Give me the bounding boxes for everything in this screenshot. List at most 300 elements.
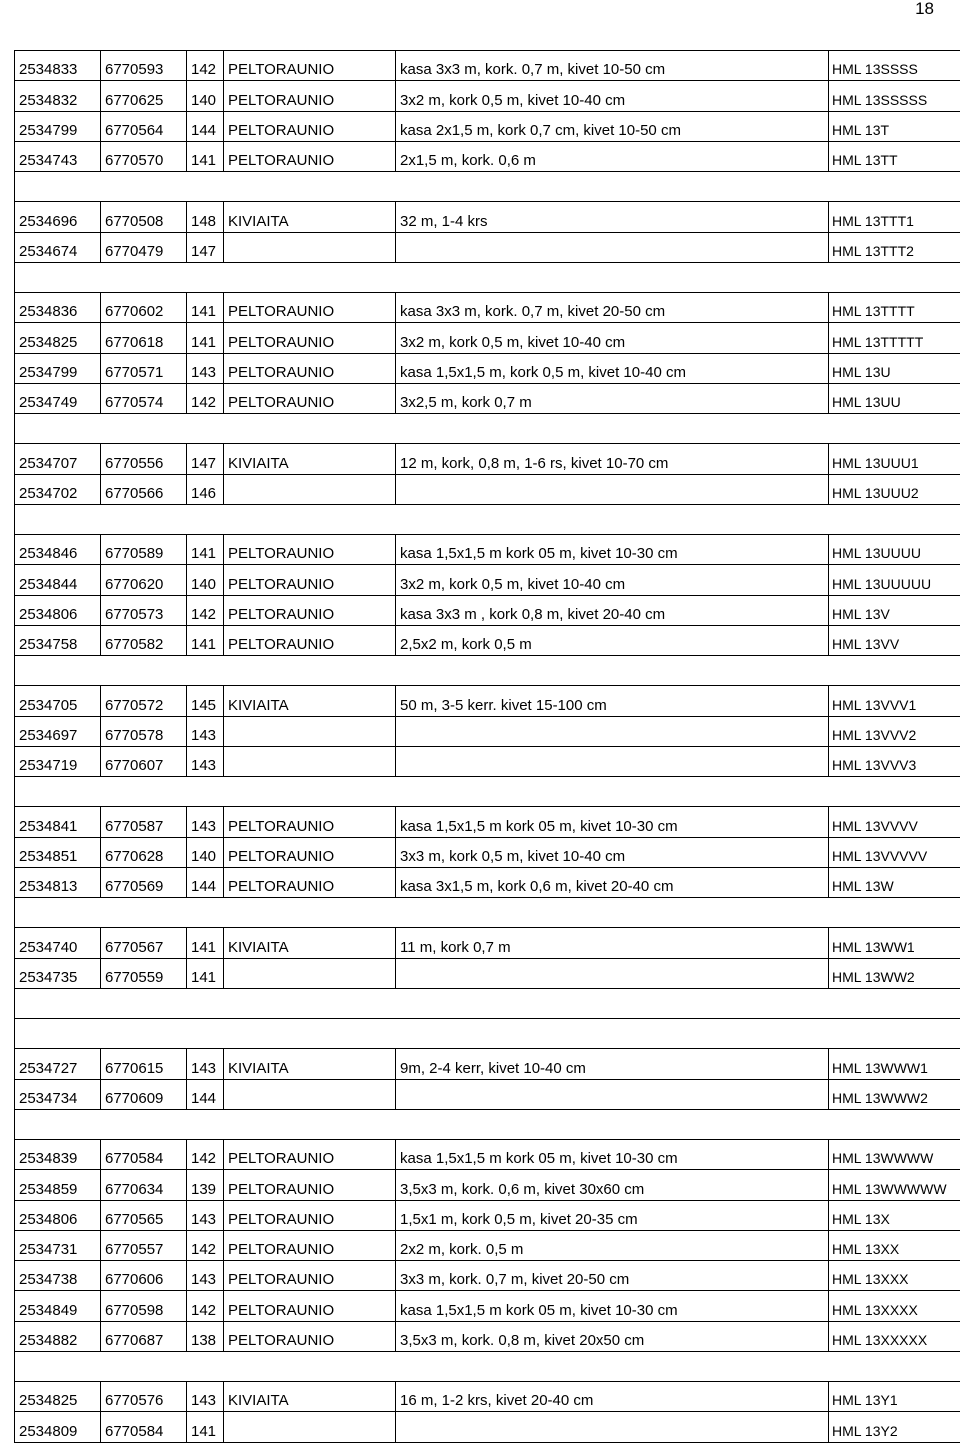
type-cell: [224, 414, 396, 444]
id-text: 2534705: [19, 697, 77, 716]
north-coord-text: 6770589: [105, 545, 163, 564]
elevation-cell: [187, 958, 224, 988]
id-cell: [15, 1049, 101, 1079]
description-cell: [396, 595, 829, 625]
type-text: KIVIAITA: [228, 1392, 289, 1411]
elevation-cell: [187, 1140, 224, 1170]
description-text: 1,5x1 m, kork 0,5 m, kivet 20-35 cm: [400, 1211, 638, 1230]
code-text: HML 13T: [832, 122, 889, 141]
code-cell: [829, 686, 960, 716]
code-cell: [829, 504, 960, 534]
elevation-cell: [187, 262, 224, 292]
north-coord-cell: [101, 232, 187, 262]
id-text: 2534734: [19, 1090, 77, 1109]
id-cell: [15, 172, 101, 202]
description-cell: [396, 958, 829, 988]
elevation-text: 142: [191, 1150, 216, 1169]
north-coord-cell: [101, 837, 187, 867]
id-cell: [15, 716, 101, 746]
spacer-row: [15, 262, 960, 292]
id-text: 2534859: [19, 1181, 77, 1200]
elevation-text: 143: [191, 757, 216, 776]
id-cell: [15, 1291, 101, 1321]
description-text: 3x2 m, kork 0,5 m, kivet 10-40 cm: [400, 334, 625, 353]
id-text: 2534735: [19, 969, 77, 988]
type-cell: [224, 535, 396, 565]
north-coord-cell: [101, 111, 187, 141]
description-cell: [396, 1170, 829, 1200]
elevation-cell: [187, 565, 224, 595]
type-cell: [224, 777, 396, 807]
elevation-cell: [187, 716, 224, 746]
id-cell: [15, 1019, 101, 1049]
description-text: 12 m, kork, 0,8 m, 1-6 rs, kivet 10-70 cm: [400, 455, 668, 474]
type-cell: [224, 504, 396, 534]
type-cell: [224, 1170, 396, 1200]
description-cell: [396, 898, 829, 928]
id-text: 2534809: [19, 1423, 77, 1442]
elevation-text: 141: [191, 1423, 216, 1442]
code-text: HML 13Y1: [832, 1392, 898, 1411]
id-cell: [15, 988, 101, 1018]
type-cell: [224, 1049, 396, 1079]
spacer-row: [15, 172, 960, 202]
description-cell: [396, 807, 829, 837]
north-coord-cell: [101, 686, 187, 716]
north-coord-text: 6770569: [105, 878, 163, 897]
id-text: 2534799: [19, 364, 77, 383]
elevation-cell: [187, 988, 224, 1018]
elevation-cell: [187, 777, 224, 807]
id-cell: [15, 1200, 101, 1230]
elevation-cell: [187, 1321, 224, 1351]
type-cell: [224, 1140, 396, 1170]
north-coord-text: 6770602: [105, 303, 163, 322]
type-cell: [224, 51, 396, 81]
type-cell: [224, 262, 396, 292]
id-cell: [15, 51, 101, 81]
elevation-cell: [187, 383, 224, 413]
elevation-cell: [187, 1382, 224, 1412]
type-cell: [224, 1291, 396, 1321]
north-coord-cell: [101, 958, 187, 988]
code-cell: [829, 716, 960, 746]
id-cell: [15, 1079, 101, 1109]
id-text: 2534799: [19, 122, 77, 141]
north-coord-cell: [101, 1200, 187, 1230]
id-text: 2534882: [19, 1332, 77, 1351]
code-cell: [829, 444, 960, 474]
code-cell: [829, 1170, 960, 1200]
north-coord-text: 6770609: [105, 1090, 163, 1109]
table-row: [15, 1291, 960, 1321]
id-cell: [15, 928, 101, 958]
table-body: [15, 51, 960, 1443]
elevation-cell: [187, 686, 224, 716]
north-coord-cell: [101, 504, 187, 534]
id-text: 2534740: [19, 939, 77, 958]
elevation-cell: [187, 1351, 224, 1381]
code-cell: [829, 1079, 960, 1109]
elevation-cell: [187, 323, 224, 353]
code-cell: [829, 111, 960, 141]
code-cell: [829, 202, 960, 232]
id-cell: [15, 1170, 101, 1200]
north-coord-cell: [101, 293, 187, 323]
description-text: kasa 1,5x1,5 m kork 05 m, kivet 10-30 cm: [400, 1150, 678, 1169]
north-coord-text: 6770687: [105, 1332, 163, 1351]
description-text: kasa 1,5x1,5 m kork 05 m, kivet 10-30 cm: [400, 1302, 678, 1321]
north-coord-text: 6770557: [105, 1241, 163, 1260]
description-cell: [396, 111, 829, 141]
table-row: [15, 1382, 960, 1412]
elevation-cell: [187, 141, 224, 171]
elevation-text: 141: [191, 545, 216, 564]
elevation-text: 144: [191, 122, 216, 141]
north-coord-cell: [101, 353, 187, 383]
elevation-text: 147: [191, 243, 216, 262]
table-row: [15, 686, 960, 716]
description-text: 50 m, 3-5 kerr. kivet 15-100 cm: [400, 697, 607, 716]
description-text: 32 m, 1-4 krs: [400, 213, 488, 232]
description-text: kasa 2x1,5 m, kork 0,7 cm, kivet 10-50 cm: [400, 122, 681, 141]
description-text: kasa 3x3 m, kork. 0,7 m, kivet 10-50 cm: [400, 61, 665, 80]
description-cell: [396, 414, 829, 444]
code-cell: [829, 867, 960, 897]
spacer-row: [15, 898, 960, 928]
code-text: HML 13XXXXX: [832, 1332, 927, 1351]
code-cell: [829, 1382, 960, 1412]
type-cell: [224, 1200, 396, 1230]
code-cell: [829, 1261, 960, 1291]
elevation-cell: [187, 595, 224, 625]
type-cell: [224, 474, 396, 504]
table-row: [15, 716, 960, 746]
id-cell: [15, 1261, 101, 1291]
north-coord-cell: [101, 323, 187, 353]
code-text: HML 13WWW1: [832, 1060, 928, 1079]
type-cell: [224, 958, 396, 988]
table-row: [15, 565, 960, 595]
elevation-text: 139: [191, 1181, 216, 1200]
code-cell: [829, 807, 960, 837]
type-text: KIVIAITA: [228, 1060, 289, 1079]
code-cell: [829, 1019, 960, 1049]
code-text: HML 13U: [832, 364, 891, 383]
table-row: [15, 928, 960, 958]
description-cell: [396, 1261, 829, 1291]
elevation-text: 141: [191, 334, 216, 353]
table-row: [15, 353, 960, 383]
table-row: [15, 1170, 960, 1200]
type-cell: [224, 656, 396, 686]
description-cell: [396, 837, 829, 867]
code-text: HML 13XXX: [832, 1271, 909, 1290]
description-text: 2x2 m, kork. 0,5 m: [400, 1241, 523, 1260]
code-cell: [829, 323, 960, 353]
type-cell: [224, 293, 396, 323]
description-cell: [396, 1351, 829, 1381]
north-coord-cell: [101, 172, 187, 202]
north-coord-cell: [101, 928, 187, 958]
code-cell: [829, 232, 960, 262]
north-coord-cell: [101, 1351, 187, 1381]
type-text: PELTORAUNIO: [228, 1271, 334, 1290]
elevation-cell: [187, 51, 224, 81]
id-text: 2534836: [19, 303, 77, 322]
elevation-text: 145: [191, 697, 216, 716]
id-cell: [15, 625, 101, 655]
elevation-cell: [187, 444, 224, 474]
north-coord-cell: [101, 777, 187, 807]
type-cell: [224, 444, 396, 474]
north-coord-cell: [101, 1382, 187, 1412]
table-row: [15, 293, 960, 323]
north-coord-text: 6770620: [105, 576, 163, 595]
type-cell: [224, 202, 396, 232]
table-row: [15, 383, 960, 413]
elevation-text: 142: [191, 606, 216, 625]
north-coord-cell: [101, 414, 187, 444]
north-coord-cell: [101, 1109, 187, 1139]
north-coord-cell: [101, 595, 187, 625]
elevation-cell: [187, 474, 224, 504]
description-cell: [396, 535, 829, 565]
type-cell: [224, 1261, 396, 1291]
type-cell: [224, 746, 396, 776]
id-cell: [15, 141, 101, 171]
north-coord-cell: [101, 51, 187, 81]
type-text: PELTORAUNIO: [228, 152, 334, 171]
north-coord-cell: [101, 202, 187, 232]
id-cell: [15, 383, 101, 413]
description-cell: [396, 51, 829, 81]
description-text: 3x2 m, kork 0,5 m, kivet 10-40 cm: [400, 92, 625, 111]
elevation-cell: [187, 293, 224, 323]
id-text: 2534841: [19, 818, 77, 837]
table-row: [15, 1079, 960, 1109]
north-coord-text: 6770578: [105, 727, 163, 746]
elevation-text: 141: [191, 152, 216, 171]
id-cell: [15, 807, 101, 837]
type-text: PELTORAUNIO: [228, 92, 334, 111]
description-text: 3x3 m, kork 0,5 m, kivet 10-40 cm: [400, 848, 625, 867]
north-coord-text: 6770559: [105, 969, 163, 988]
code-cell: [829, 1291, 960, 1321]
code-text: HML 13VVV3: [832, 757, 916, 776]
id-text: 2534697: [19, 727, 77, 746]
id-text: 2534849: [19, 1302, 77, 1321]
id-text: 2534749: [19, 394, 77, 413]
id-cell: [15, 1321, 101, 1351]
north-coord-cell: [101, 1019, 187, 1049]
description-text: 11 m, kork 0,7 m: [400, 939, 511, 958]
type-cell: [224, 867, 396, 897]
code-cell: [829, 595, 960, 625]
code-text: HML 13UU: [832, 394, 901, 413]
north-coord-text: 6770634: [105, 1181, 163, 1200]
elevation-cell: [187, 837, 224, 867]
table-row: [15, 595, 960, 625]
type-text: PELTORAUNIO: [228, 636, 334, 655]
type-cell: [224, 1019, 396, 1049]
description-cell: [396, 172, 829, 202]
north-coord-text: 6770556: [105, 455, 163, 474]
description-text: 9m, 2-4 kerr, kivet 10-40 cm: [400, 1060, 586, 1079]
id-cell: [15, 535, 101, 565]
elevation-cell: [187, 1109, 224, 1139]
table-row: [15, 323, 960, 353]
type-text: PELTORAUNIO: [228, 878, 334, 897]
description-cell: [396, 1291, 829, 1321]
type-text: PELTORAUNIO: [228, 1181, 334, 1200]
code-cell: [829, 746, 960, 776]
type-cell: [224, 81, 396, 111]
table-row: [15, 51, 960, 81]
code-text: HML 13SSSSS: [832, 92, 927, 111]
elevation-text: 146: [191, 485, 216, 504]
code-text: HML 13WW2: [832, 969, 915, 988]
elevation-cell: [187, 81, 224, 111]
description-text: 3,5x3 m, kork. 0,6 m, kivet 30x60 cm: [400, 1181, 644, 1200]
type-text: KIVIAITA: [228, 939, 289, 958]
code-cell: [829, 1140, 960, 1170]
north-coord-text: 6770564: [105, 122, 163, 141]
code-text: HML 13Y2: [832, 1423, 898, 1442]
spacer-row: [15, 1109, 960, 1139]
elevation-cell: [187, 1019, 224, 1049]
type-text: PELTORAUNIO: [228, 1211, 334, 1230]
north-coord-text: 6770574: [105, 394, 163, 413]
code-cell: [829, 172, 960, 202]
type-text: PELTORAUNIO: [228, 848, 334, 867]
description-text: 16 m, 1-2 krs, kivet 20-40 cm: [400, 1392, 593, 1411]
north-coord-text: 6770570: [105, 152, 163, 171]
north-coord-text: 6770582: [105, 636, 163, 655]
description-cell: [396, 656, 829, 686]
code-text: HML 13W: [832, 878, 894, 897]
code-cell: [829, 353, 960, 383]
id-text: 2534707: [19, 455, 77, 474]
id-cell: [15, 867, 101, 897]
description-text: kasa 3x1,5 m, kork 0,6 m, kivet 20-40 cm: [400, 878, 673, 897]
north-coord-text: 6770618: [105, 334, 163, 353]
code-text: HML 13XX: [832, 1241, 899, 1260]
elevation-cell: [187, 232, 224, 262]
description-cell: [396, 867, 829, 897]
north-coord-text: 6770567: [105, 939, 163, 958]
id-cell: [15, 1109, 101, 1139]
north-coord-cell: [101, 746, 187, 776]
north-coord-text: 6770615: [105, 1060, 163, 1079]
code-cell: [829, 1321, 960, 1351]
description-cell: [396, 746, 829, 776]
elevation-text: 142: [191, 394, 216, 413]
table-row: [15, 444, 960, 474]
id-cell: [15, 232, 101, 262]
table-row: [15, 1230, 960, 1260]
id-text: 2534719: [19, 757, 77, 776]
description-text: 3x2,5 m, kork 0,7 m: [400, 394, 532, 413]
elevation-cell: [187, 1170, 224, 1200]
elevation-text: 143: [191, 1392, 216, 1411]
id-cell: [15, 777, 101, 807]
type-text: KIVIAITA: [228, 213, 289, 232]
elevation-text: 143: [191, 364, 216, 383]
north-coord-text: 6770565: [105, 1211, 163, 1230]
north-coord-cell: [101, 1261, 187, 1291]
table-row: [15, 1200, 960, 1230]
north-coord-text: 6770584: [105, 1423, 163, 1442]
elevation-cell: [187, 111, 224, 141]
id-text: 2534674: [19, 243, 77, 262]
north-coord-text: 6770584: [105, 1150, 163, 1169]
description-cell: [396, 232, 829, 262]
code-cell: [829, 565, 960, 595]
code-cell: [829, 958, 960, 988]
north-coord-cell: [101, 656, 187, 686]
table-row: [15, 232, 960, 262]
type-cell: [224, 625, 396, 655]
id-cell: [15, 686, 101, 716]
table-row: [15, 81, 960, 111]
elevation-cell: [187, 414, 224, 444]
code-text: HML 13TTTTT: [832, 334, 923, 353]
id-cell: [15, 746, 101, 776]
id-text: 2534839: [19, 1150, 77, 1169]
id-text: 2534832: [19, 92, 77, 111]
elevation-text: 140: [191, 576, 216, 595]
type-cell: [224, 141, 396, 171]
description-text: kasa 1,5x1,5 m kork 05 m, kivet 10-30 cm: [400, 818, 678, 837]
description-text: kasa 1,5x1,5 m kork 05 m, kivet 10-30 cm: [400, 545, 678, 564]
id-cell: [15, 958, 101, 988]
type-cell: [224, 323, 396, 353]
elevation-cell: [187, 807, 224, 837]
description-cell: [396, 81, 829, 111]
north-coord-cell: [101, 1170, 187, 1200]
north-coord-cell: [101, 444, 187, 474]
description-cell: [396, 1321, 829, 1351]
type-cell: [224, 353, 396, 383]
table-row: [15, 111, 960, 141]
north-coord-cell: [101, 565, 187, 595]
type-text: PELTORAUNIO: [228, 606, 334, 625]
type-cell: [224, 807, 396, 837]
id-text: 2534825: [19, 334, 77, 353]
north-coord-cell: [101, 81, 187, 111]
id-cell: [15, 504, 101, 534]
north-coord-cell: [101, 988, 187, 1018]
type-text: PELTORAUNIO: [228, 61, 334, 80]
code-text: HML 13UUUUU: [832, 576, 931, 595]
elevation-cell: [187, 1230, 224, 1260]
north-coord-cell: [101, 1321, 187, 1351]
type-cell: [224, 928, 396, 958]
elevation-text: 140: [191, 92, 216, 111]
type-text: PELTORAUNIO: [228, 545, 334, 564]
id-text: 2534696: [19, 213, 77, 232]
elevation-text: 143: [191, 818, 216, 837]
north-coord-cell: [101, 625, 187, 655]
code-text: HML 13VVV1: [832, 697, 916, 716]
table-row: [15, 202, 960, 232]
elevation-text: 143: [191, 1211, 216, 1230]
id-cell: [15, 837, 101, 867]
description-cell: [396, 1079, 829, 1109]
spacer-row: [15, 656, 960, 686]
elevation-text: 141: [191, 636, 216, 655]
